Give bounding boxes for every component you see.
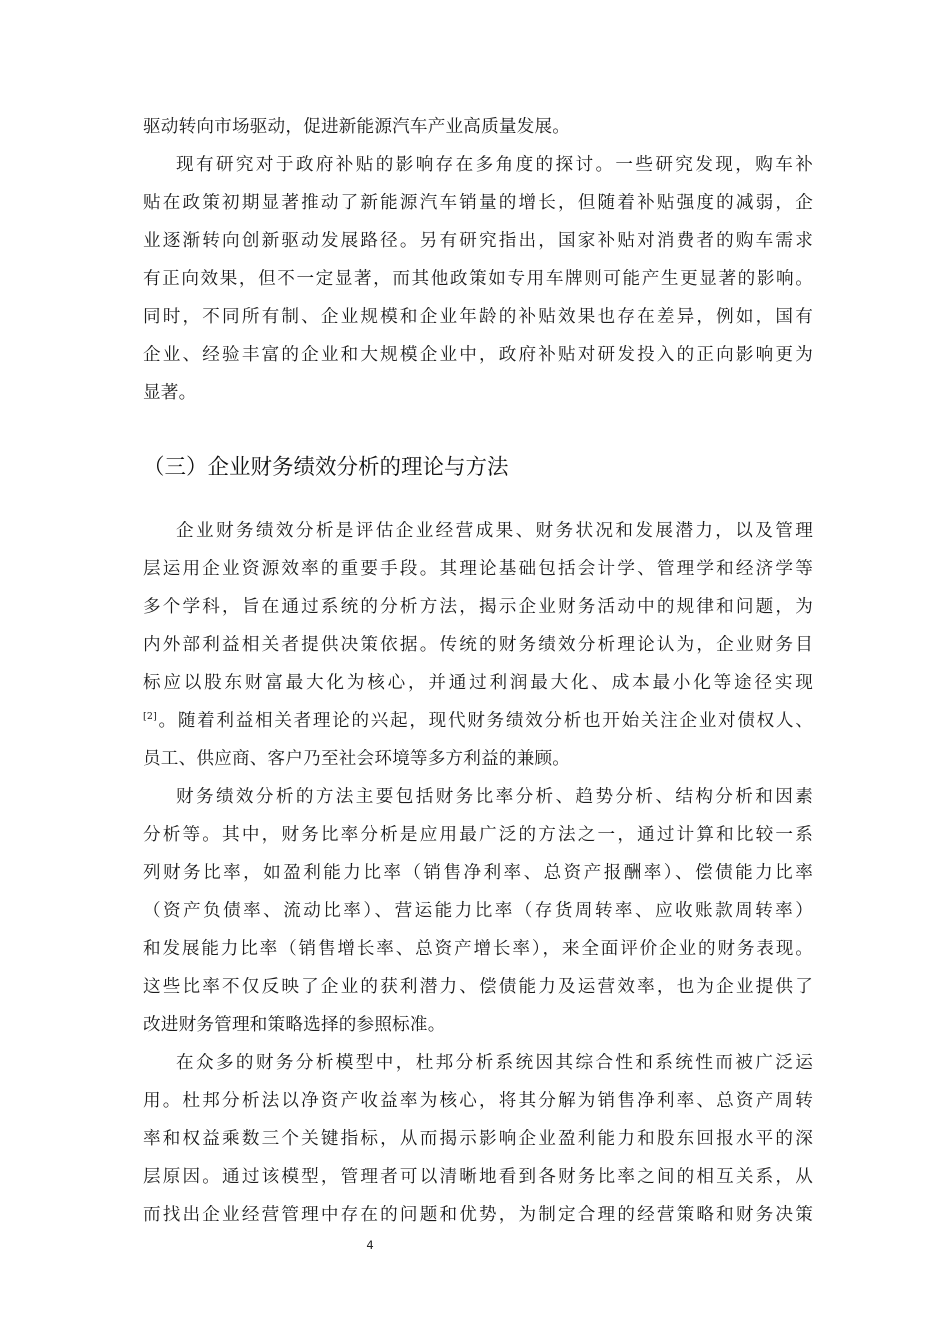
paragraph-line: 显著。 (143, 383, 197, 403)
paragraph-line: 贴在政策初期显著推动了新能源汽车销量的增长，但随着补贴强度的减弱，企 (143, 193, 813, 213)
paragraph-line: 现有研究对于政府补贴的影响存在多角度的探讨。一些研究发现，购车补 (176, 155, 813, 175)
paragraph-line: 标应以股东财富最大化为核心，并通过利润最大化、成本最小化等途径实现 (143, 673, 813, 693)
paragraph-line: （资产负债率、流动比率）、营运能力比率（存货周转率、应收账款周转率） (143, 901, 813, 921)
paragraph-line: 在众多的财务分析模型中，杜邦分析系统因其综合性和系统性而被广泛运 (176, 1053, 813, 1073)
citation-line-text: 。随着利益相关者理论的兴起，现代财务绩效分析也开始关注企业对债权人、 (157, 711, 813, 731)
paragraph-line: 有正向效果，但不一定显著，而其他政策如专用车牌则可能产生更显著的影响。 (143, 269, 813, 289)
paragraph-line: 层原因。通过该模型，管理者可以清晰地看到各财务比率之间的相互关系，从 (143, 1167, 813, 1187)
paragraph-line: 改进财务管理和策略选择的参照标准。 (143, 1015, 446, 1035)
paragraph-line: 业逐渐转向创新驱动发展路径。另有研究指出，国家补贴对消费者的购车需求 (143, 231, 813, 251)
citation-marker: [2] (143, 711, 158, 723)
paragraph-line: 这些比率不仅反映了企业的获利潜力、偿债能力及运营效率，也为企业提供了 (143, 977, 813, 997)
paragraph-line: 企业财务绩效分析是评估企业经营成果、财务状况和发展潜力，以及管理 (176, 521, 813, 541)
paragraph-line: 同时，不同所有制、企业规模和企业年龄的补贴效果也存在差异，例如，国有 (143, 307, 813, 327)
paragraph-line: 用。杜邦分析法以净资产收益率为核心，将其分解为销售净利率、总资产周转 (143, 1091, 813, 1111)
paragraph-line: 员工、供应商、客户乃至社会环境等多方利益的兼顾。 (143, 749, 571, 769)
paragraph-line: 率和权益乘数三个关键指标，从而揭示影响企业盈利能力和股东回报水平的深 (143, 1129, 813, 1149)
section-heading: （三）企业财务绩效分析的理论与方法 (143, 455, 509, 480)
paragraph-line: 驱动转向市场驱动，促进新能源汽车产业高质量发展。 (143, 117, 571, 137)
paragraph-line: 多个学科，旨在通过系统的分析方法，揭示企业财务活动中的规律和问题，为 (143, 597, 813, 617)
paragraph-line: 而找出企业经营管理中存在的问题和优势，为制定合理的经营策略和财务决策 (143, 1205, 813, 1225)
paragraph-line: 企业、经验丰富的企业和大规模企业中，政府补贴对研发投入的正向影响更为 (143, 345, 813, 365)
paragraph-line: 内外部利益相关者提供决策依据。传统的财务绩效分析理论认为，企业财务目 (143, 635, 813, 655)
page-number: 4 (366, 1238, 374, 1252)
paragraph-line-with-citation (143, 702, 813, 740)
paragraph-line: 列财务比率，如盈利能力比率（销售净利率、总资产报酬率）、偿债能力比率 (143, 863, 813, 883)
paragraph-line: 分析等。其中，财务比率分析是应用最广泛的方法之一，通过计算和比较一系 (143, 825, 813, 845)
paragraph-line: 和发展能力比率（销售增长率、总资产增长率），来全面评价企业的财务表现。 (143, 939, 813, 959)
paragraph-line: 层运用企业资源效率的重要手段。其理论基础包括会计学、管理学和经济学等 (143, 559, 813, 579)
paragraph-line: 财务绩效分析的方法主要包括财务比率分析、趋势分析、结构分析和因素 (176, 787, 813, 807)
